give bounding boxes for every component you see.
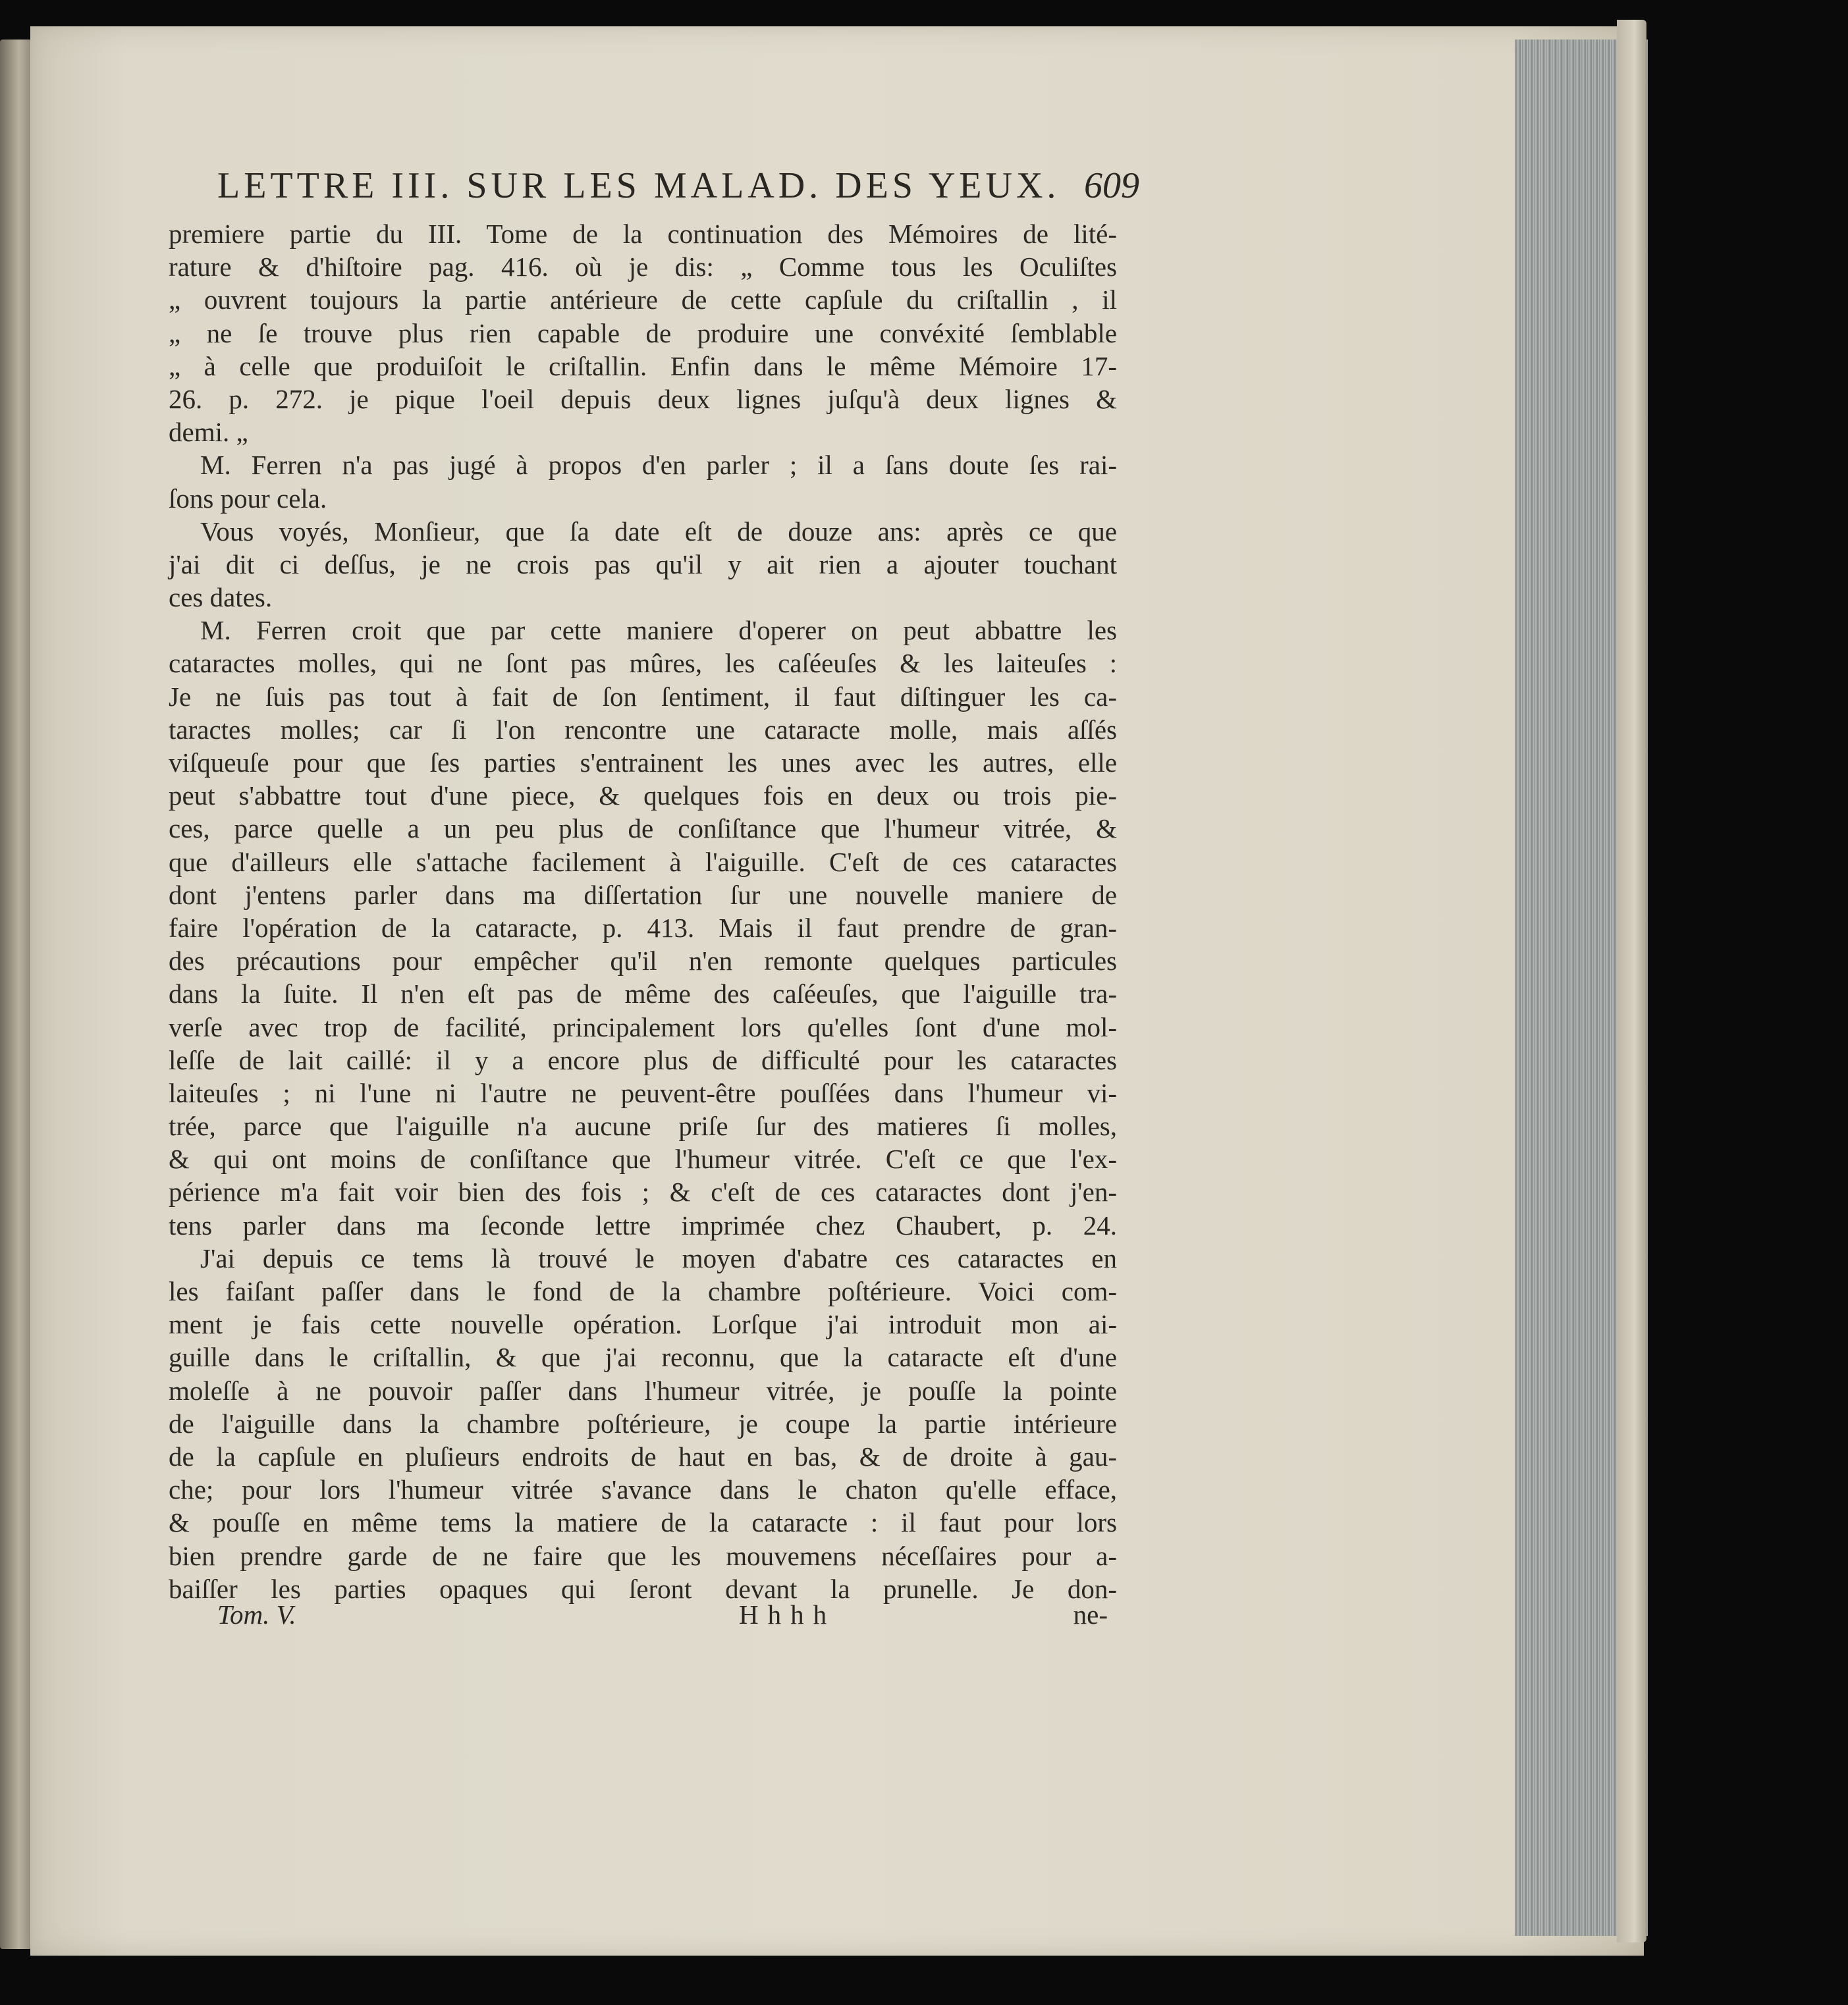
text-line: peut s'abbattre tout d'une piece, & quelques fois en deux ou trois pie- bbox=[169, 780, 1117, 811]
text-line: bien prendre garde de ne faire que les mouvemens néceſſaires pour a- bbox=[169, 1540, 1117, 1571]
text-line: Vous voyés, Monſieur, que ſa date eſt de douze ans: après ce que bbox=[200, 516, 1117, 547]
signature-mark: Hhhh bbox=[739, 1599, 836, 1630]
text-line: „ ne ſe trouve plus rien capable de produire une convéxité ſemblable bbox=[169, 317, 1117, 348]
text-line: verſe avec trop de facilité, principalement lors qu'elles ſont d'une mol- bbox=[169, 1011, 1117, 1042]
text-line: & qui ont moins de conſiſtance que l'humeur vitrée. C'eſt ce que l'ex- bbox=[169, 1144, 1117, 1175]
text-line: périence m'a fait voir bien des fois ; & c'eſt de ces cataractes dont j'en- bbox=[169, 1177, 1117, 1208]
text-line: guille dans le criſtallin, & que j'ai reconnu, que la cataracte eſt d'une bbox=[169, 1342, 1117, 1373]
text-line: taractes molles; car ſi l'on rencontre une cataracte molle, mais aſſés bbox=[169, 714, 1117, 745]
text-line: cataractes molles, qui ne ſont pas mûres, les caſéeuſes & les laiteuſes : bbox=[169, 648, 1117, 679]
text-line: laiteuſes ; ni l'une ni l'autre ne peuvent-être pouſſées dans l'humeur vi- bbox=[169, 1077, 1117, 1108]
text-line: demi. „ bbox=[169, 417, 248, 448]
text-line: ſons pour cela. bbox=[169, 483, 327, 514]
text-line: rature & d'hiſtoire pag. 416. où je dis: „ Comme tous les Oculiſtes bbox=[169, 252, 1117, 282]
text-line: faire l'opération de la cataracte, p. 413. Mais il faut prendre de gran- bbox=[169, 912, 1117, 943]
book-cover-edge bbox=[1617, 20, 1646, 1942]
catchword: ne- bbox=[1073, 1599, 1108, 1630]
page-number: 609 bbox=[1084, 165, 1139, 206]
text-line: dont j'entens parler dans ma diſſertation ſur une nouvelle maniere de bbox=[169, 879, 1117, 910]
text-line: viſqueuſe pour que ſes parties s'entrainent les unes avec les autres, elle bbox=[169, 747, 1117, 778]
text-line: che; pour lors l'humeur vitrée s'avance dans le chaton qu'elle efface, bbox=[169, 1474, 1117, 1505]
text-line: baiſſer les parties opaques qui ſeront devant la prunelle. Je don- bbox=[169, 1573, 1117, 1604]
text-line: premiere partie du III. Tome de la continuation des Mémoires de lité- bbox=[169, 219, 1117, 249]
running-header bbox=[217, 165, 1139, 217]
text-line: ment je fais cette nouvelle opération. Lorſque j'ai introduit mon ai- bbox=[169, 1309, 1117, 1340]
text-line: moleſſe à ne pouvoir paſſer dans l'humeur vitrée, je pouſſe la pointe bbox=[169, 1375, 1117, 1406]
page-footer bbox=[217, 1599, 1108, 1636]
previous-page-edge bbox=[0, 40, 32, 1949]
text-line: de la capſule en pluſieurs endroits de haut en bas, & de droite à gau- bbox=[169, 1441, 1117, 1472]
text-line: dans la ſuite. Il n'en eſt pas de même des caſéeuſes, que l'aiguille tra- bbox=[169, 978, 1117, 1009]
text-line: M. Ferren croit que par cette maniere d'operer on peut abbattre les bbox=[200, 615, 1117, 646]
text-line: leſſe de lait caillé: il y a encore plus de difficulté pour les cataractes bbox=[169, 1044, 1117, 1075]
text-line: ces dates. bbox=[169, 582, 273, 613]
body-text bbox=[169, 217, 1117, 1605]
text-line: & pouſſe en même tems la matiere de la cataracte : il faut pour lors bbox=[169, 1507, 1117, 1538]
text-line: ces, parce quelle a un peu plus de conſiſtance que l'humeur vitrée, & bbox=[169, 813, 1117, 844]
running-title: LETTRE III. SUR LES MALAD. DES YEUX. bbox=[217, 165, 1060, 206]
text-line: des précautions pour empêcher qu'il n'en remonte quelques particules bbox=[169, 946, 1117, 976]
text-line: de l'aiguille dans la chambre poſtérieure, je coupe la partie intérieure bbox=[169, 1408, 1117, 1439]
text-line: tens parler dans ma ſeconde lettre imprimée chez Chaubert, p. 24. bbox=[169, 1210, 1117, 1241]
text-line: Je ne ſuis pas tout à fait de ſon ſentiment, il faut diſtinguer les ca- bbox=[169, 681, 1117, 712]
text-line: 26. p. 272. je pique l'oeil depuis deux lignes juſqu'à deux lignes & bbox=[169, 383, 1117, 414]
text-line: les faiſant paſſer dans le fond de la chambre poſtérieure. Voici com- bbox=[169, 1276, 1117, 1306]
volume-label: Tom. V. bbox=[217, 1599, 296, 1630]
text-line: j'ai dit ci deſſus, je ne crois pas qu'il y ait rien a ajouter touchant bbox=[169, 548, 1117, 579]
text-line: „ à celle que produiſoit le criſtallin. Enfin dans le même Mémoire 17- bbox=[169, 350, 1117, 381]
text-line: J'ai depuis ce tems là trouvé le moyen d'abatre ces cataractes en bbox=[200, 1243, 1117, 1273]
text-line: „ ouvrent toujours la partie antérieure de cette capſule du criſtallin , il bbox=[169, 284, 1117, 315]
text-line: que d'ailleurs elle s'attache facilement à l'aiguille. C'eſt de ces cataractes bbox=[169, 846, 1117, 877]
text-line: M. Ferren n'a pas jugé à propos d'en parler ; il a ſans doute ſes rai- bbox=[200, 450, 1117, 481]
text-line: trée, parce que l'aiguille n'a aucune priſe ſur des matieres ſi molles, bbox=[169, 1111, 1117, 1142]
